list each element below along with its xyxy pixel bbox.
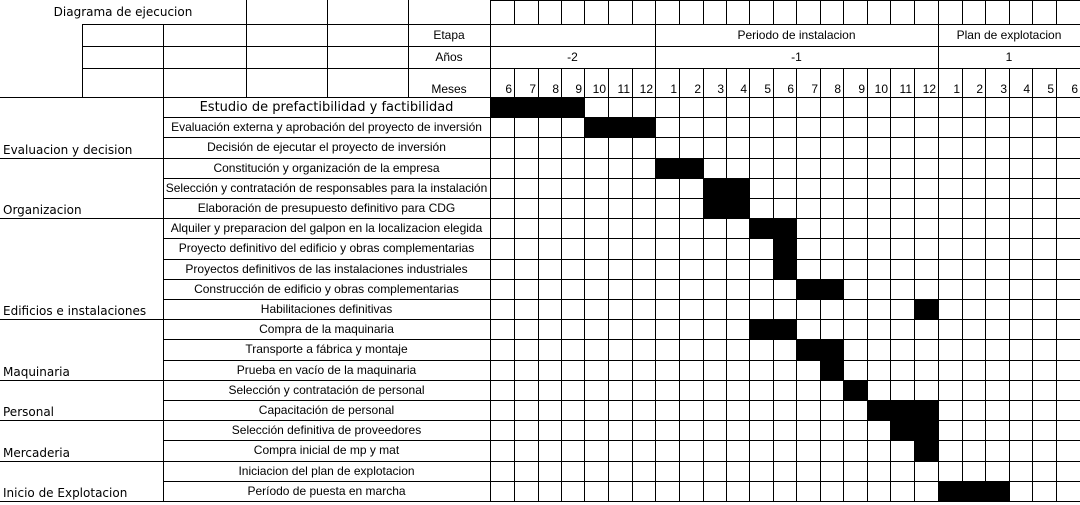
month-label: 10 [592, 82, 606, 96]
grid-line-v [1032, 68, 1033, 501]
task-label: Decisión de ejecutar el proyecto de inversión [207, 140, 446, 155]
grid-line-h [163, 501, 1080, 502]
page-title: Diagrama de ejecucion [53, 5, 193, 19]
month-label: 3 [717, 82, 724, 96]
grid-line-v [679, 68, 680, 501]
month-label: 10 [874, 82, 888, 96]
year-label: 1 [1005, 50, 1013, 64]
grid-line-v [938, 24, 939, 46]
gantt-bar [914, 440, 938, 461]
gantt-bar [773, 259, 796, 280]
month-label: 2 [976, 82, 983, 96]
gantt-bar [938, 481, 1009, 502]
grid-line-h [0, 97, 82, 98]
task-label: Selección y contratación de responsables para la instalación [165, 180, 488, 195]
grid-line-h [163, 380, 1080, 381]
stage-label: Periodo de instalacion [737, 28, 856, 42]
month-label: 1 [670, 82, 677, 96]
grid-line-h [163, 198, 1080, 199]
grid-line-v [561, 0, 562, 24]
grid-line-h [82, 97, 1080, 98]
group-label: Personal [3, 405, 55, 420]
month-label: 6 [505, 82, 512, 96]
month-label: 3 [1000, 82, 1007, 96]
anos-label: Años [435, 50, 463, 64]
task-label: Compra inicial de mp y mat [253, 443, 400, 458]
grid-line-v [538, 68, 539, 501]
month-label: 12 [922, 82, 936, 96]
grid-line-v [1056, 68, 1057, 501]
grid-line-v [408, 0, 409, 24]
month-label: 8 [552, 82, 559, 96]
group-label: Edificios e instalaciones [3, 304, 147, 319]
grid-line-v [962, 68, 963, 501]
month-label: 9 [858, 82, 865, 96]
task-label: Constitución y organización de la empresa [213, 160, 440, 175]
month-label: 2 [694, 82, 701, 96]
grid-line-h [163, 117, 1080, 118]
month-label: 1 [953, 82, 960, 96]
month-label: 6 [1071, 82, 1078, 96]
gantt-bar [867, 400, 938, 421]
grid-line-v [703, 0, 704, 24]
grid-line-v [655, 24, 656, 46]
group-label: Maquinaria [3, 364, 70, 379]
group-divider [0, 158, 163, 159]
grid-line-v [867, 0, 868, 24]
grid-line-v [938, 68, 939, 501]
group-divider [0, 420, 163, 421]
grid-line-h [163, 319, 1080, 320]
task-label: Proyecto definitivo del edificio y obras complementarias [178, 241, 475, 256]
grid-line-v [82, 24, 83, 97]
grid-line-h [490, 0, 1080, 1]
etapa-label: Etapa [433, 28, 465, 42]
grid-line-v [632, 68, 633, 501]
group-divider [0, 501, 163, 502]
grid-line-v [773, 0, 774, 24]
grid-line-h [163, 158, 1080, 159]
grid-line-v [726, 68, 727, 501]
gantt-bar [820, 360, 843, 381]
grid-line-h [82, 24, 1080, 25]
grid-line-v [679, 0, 680, 24]
task-label: Elaboración de presupuesto definitivo para CDG [197, 201, 456, 216]
grid-line-v [655, 46, 656, 68]
task-label: Compra de la maquinaria [259, 322, 394, 337]
grid-line-v [914, 68, 915, 501]
grid-line-v [843, 68, 844, 501]
grid-line-v [514, 68, 515, 501]
grid-line-h [163, 461, 1080, 462]
gantt-bar [773, 238, 796, 259]
grid-line-h [82, 68, 1080, 69]
grid-line-v [843, 0, 844, 24]
group-label: Evaluacion y decision [3, 142, 133, 157]
year-label: -1 [791, 50, 802, 64]
grid-line-v [246, 0, 247, 24]
grid-line-v [655, 68, 656, 501]
gantt-bar [843, 380, 867, 401]
group-label: Organizacion [3, 203, 82, 218]
grid-line-v [584, 0, 585, 24]
grid-line-v [726, 0, 727, 24]
month-label: 4 [1023, 82, 1030, 96]
gantt-bar [914, 299, 938, 320]
month-label: 5 [764, 82, 771, 96]
grid-line-v [327, 0, 328, 24]
grid-line-v [538, 0, 539, 24]
grid-line-v [890, 0, 891, 24]
grid-line-h [163, 238, 1080, 239]
task-label: Iniciacion del plan de explotacion [238, 463, 415, 478]
month-label: 4 [740, 82, 747, 96]
grid-line-v [608, 0, 609, 24]
grid-line-v [914, 0, 915, 24]
month-label: 7 [529, 82, 536, 96]
grid-line-v [985, 0, 986, 24]
task-label: Período de puesta en marcha [247, 483, 406, 498]
meses-label: Meses [431, 82, 467, 96]
grid-line-v [890, 68, 891, 501]
grid-line-h [163, 137, 1080, 138]
task-label: Alquiler y preparacion del galpon en la localizacion elegida [170, 221, 483, 236]
grid-line-v [938, 46, 939, 68]
grid-line-v [867, 68, 868, 501]
grid-line-v [773, 68, 774, 501]
stage-label: Plan de explotacion [956, 28, 1062, 42]
grid-line-v [584, 68, 585, 501]
task-label: Construcción de edificio y obras complementarias [194, 281, 459, 296]
year-label: -2 [567, 50, 578, 64]
grid-line-v [820, 0, 821, 24]
task-label: Capacitación de personal [258, 403, 395, 418]
grid-line-h [82, 46, 1080, 47]
group-divider [0, 380, 163, 381]
grid-line-v [655, 0, 656, 24]
grid-line-v [514, 0, 515, 24]
group-divider [0, 319, 163, 320]
grid-line-h [163, 400, 1080, 401]
grid-line-v [985, 68, 986, 501]
grid-line-v [749, 0, 750, 24]
grid-line-v [1009, 68, 1010, 501]
month-label: 9 [575, 82, 582, 96]
grid-line-v [561, 68, 562, 501]
stage-label [490, 24, 655, 46]
grid-line-v [327, 24, 328, 97]
grid-line-v [938, 0, 939, 24]
group-label: Mercaderia [3, 445, 70, 460]
grid-line-v [1009, 0, 1010, 24]
month-label: 11 [617, 82, 630, 96]
grid-line-h [163, 218, 1080, 219]
group-label: Inicio de Explotacion [3, 485, 128, 500]
month-label: 8 [834, 82, 841, 96]
grid-line-v [163, 97, 164, 501]
task-label: Evaluación externa y aprobación del proyecto de inversión [171, 120, 482, 135]
grid-line-v [796, 68, 797, 501]
grid-line-h [163, 299, 1080, 300]
task-label: Prueba en vacío de la maquinaria [236, 362, 417, 377]
grid-line-h [163, 279, 1080, 280]
grid-line-v [163, 24, 164, 97]
grid-line-v [749, 68, 750, 501]
grid-line-h [163, 178, 1080, 179]
month-label: 11 [899, 82, 912, 96]
grid-line-v [703, 68, 704, 501]
grid-line-h [163, 420, 1080, 421]
month-label: 12 [639, 82, 653, 96]
grid-line-h [163, 339, 1080, 340]
grid-line-v [796, 0, 797, 24]
grid-line-v [490, 0, 491, 501]
group-divider [0, 461, 163, 462]
month-label: 6 [787, 82, 794, 96]
gantt-bar [490, 97, 584, 118]
task-label: Proyectos definitivos de las instalaciones industriales [185, 261, 468, 276]
grid-line-v [608, 68, 609, 501]
task-label: Selección definitiva de proveedores [231, 423, 422, 438]
month-label: 7 [811, 82, 818, 96]
grid-line-v [1032, 0, 1033, 24]
grid-line-v [820, 68, 821, 501]
grid-line-v [408, 24, 409, 97]
grid-line-v [962, 0, 963, 24]
month-label: 5 [1047, 82, 1054, 96]
grid-line-h [163, 481, 1080, 482]
grid-line-h [163, 360, 1080, 361]
grid-line-v [1056, 0, 1057, 24]
task-label: Transporte a fábrica y montaje [245, 342, 408, 357]
task-label: Estudio de prefactibilidad y factibilidad [199, 99, 454, 115]
grid-line-v [246, 24, 247, 97]
gantt-bar [584, 117, 655, 138]
grid-line-h [163, 259, 1080, 260]
grid-line-h [163, 440, 1080, 441]
task-label: Selección y contratación de personal [228, 382, 425, 397]
task-label: Habilitaciones definitivas [260, 302, 393, 317]
group-divider [0, 218, 163, 219]
grid-line-v [632, 0, 633, 24]
